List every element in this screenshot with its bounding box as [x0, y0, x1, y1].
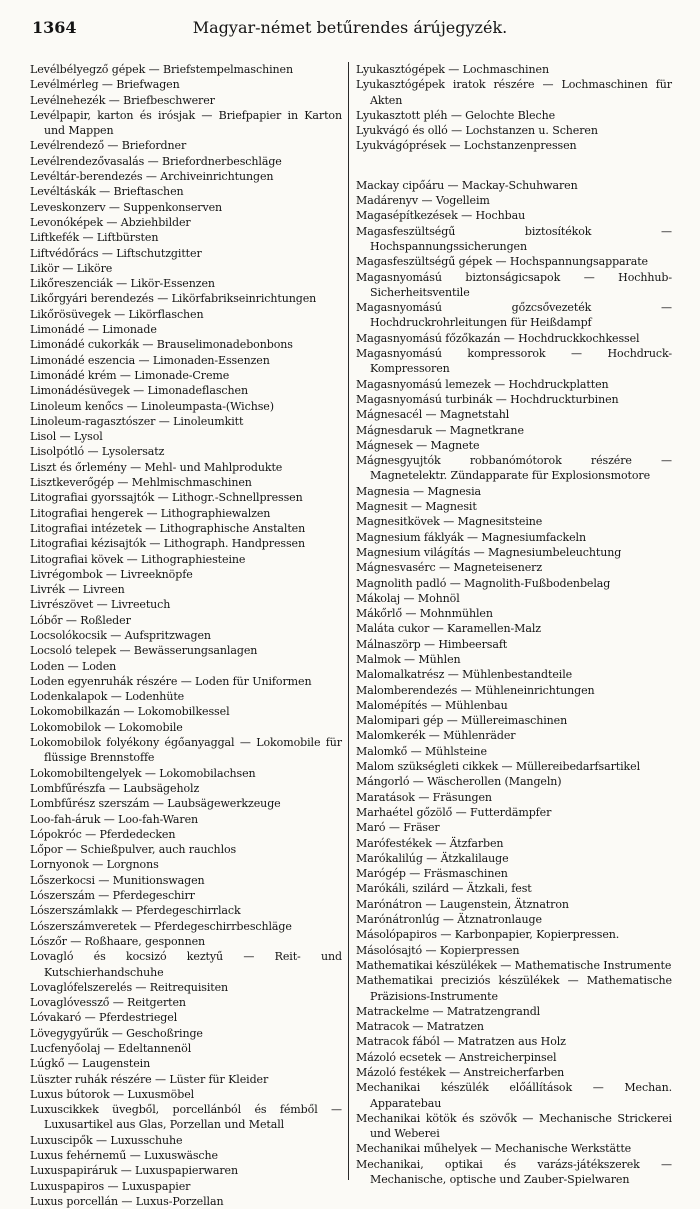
index-entry: Mágnesgyujtók robbanómótorok részére — Magnetelektr. Zündapparate für Explosionsmotore — [356, 454, 672, 483]
index-entry: Lószerszámveretek — Pferdegeschirrbeschläge — [30, 919, 292, 933]
page-number: 1364 — [32, 18, 77, 37]
index-entry: Lovaglóvessző — Reitgerten — [30, 996, 186, 1010]
index-entry: Magnolith padló — Magnolith-Fußbodenbelag — [356, 576, 611, 590]
index-entry: Lisztkeverőgép — Mehlmischmaschinen — [30, 476, 252, 490]
index-entry: Mágnesacél — Magnetstahl — [356, 408, 510, 422]
index-entry: Maró — Fräser — [356, 821, 440, 835]
index-entry: Limonádésüvegek — Limonadeflaschen — [30, 384, 248, 398]
index-entry: Livrégombok — Livreeknöpfe — [30, 567, 193, 581]
index-entry: Luxuscikkek üvegből, porcellánból és fémből — Luxusartikel aus Glas, Porzellan und Metall — [30, 1103, 342, 1132]
index-entry: Mákőrlő — Mohnmühlen — [356, 607, 493, 621]
index-entry: Malom szükségleti cikkek — Müllereibedarfsartikel — [356, 760, 640, 774]
index-entry: Lokomobiltengelyek — Lokomobilachsen — [30, 766, 256, 780]
index-entry: Mechanikai készülék előállítások — Mechan. Apparatebau — [356, 1081, 672, 1110]
index-entry: Luxus bútorok — Luxusmöbel — [30, 1087, 195, 1101]
index-entry: Malomkerék — Mühlenräder — [356, 729, 516, 743]
index-entry: Magnesium világítás — Magnesiumbeleuchtung — [356, 545, 622, 559]
index-entry: Livrészövet — Livreetuch — [30, 598, 171, 612]
index-entry: Lombfűrészfa — Laubsägeholz — [30, 781, 200, 795]
index-entry: Magnesia — Magnesia — [356, 484, 481, 498]
index-entry: Magasfeszültségű gépek — Hochspannungsapparate — [356, 255, 648, 269]
index-entry: Litografiai hengerek — Lithographiewalzen — [30, 506, 271, 520]
index-entry: Locsolókocsik — Aufspritzwagen — [30, 628, 211, 642]
index-entry: Magasfeszültségű biztosítékok — Hochspannungssicherungen — [356, 224, 672, 253]
column-divider — [348, 62, 349, 1180]
index-entry: Lyukvágó és olló — Lochstanzen u. Scheren — [356, 124, 598, 138]
index-entry: Lombfűrész szerszám — Laubsägewerkzeuge — [30, 797, 281, 811]
index-entry: Levéltár-berendezés — Archiveinrichtungen — [30, 170, 274, 184]
page-title: Magyar-német betűrendes árújegyzék. — [192, 18, 508, 37]
index-entry: Mathematikai készülékek — Mathematische Instrumente — [356, 958, 672, 972]
index-entry: Lisolpótló — Lysolersatz — [30, 445, 165, 459]
index-entry: Luxuscipők — Luxusschuhe — [30, 1133, 183, 1147]
index-entry: Maratások — Fräsungen — [356, 790, 492, 804]
index-entry: Másolópapiros — Karbonpapier, Kopierpressen. — [356, 928, 620, 942]
index-entry: Luxus fehérnemű — Luxuswäsche — [30, 1149, 218, 1163]
index-entry: Mechanikai, optikai és varázs-játékszerek — Mechanische, optische und Zauber-Spielwaren — [356, 1157, 672, 1187]
index-entry: Malomkő — Mühlsteine — [356, 744, 487, 758]
index-entry: Magasnyomású lemezek — Hochdruckplatten — [356, 377, 609, 391]
left-column — [30, 62, 342, 1209]
index-entry: Magasnyomású biztonságicsapok — Hochhub-Sicherheitsventile — [356, 270, 672, 299]
index-entry: Loden — Loden — [30, 659, 117, 673]
index-entry: Levonóképek — Abziehbilder — [30, 215, 191, 229]
index-entry: Locsoló telepek — Bewässerungsanlagen — [30, 644, 258, 658]
index-entry: Mathematikai preciziós készülékek — Mathematische Präzisions-Instrumente — [356, 974, 672, 1003]
index-entry: Likőrgyári berendezés — Likörfabrikseinrichtungen — [30, 292, 317, 306]
index-entry: Lisol — Lysol — [30, 430, 103, 444]
index-entry: Litografiai gyorssajtók — Lithogr.-Schnellpressen — [30, 491, 303, 505]
index-entry: Loo-fah-áruk — Loo-fah-Waren — [30, 812, 199, 826]
index-entry: Livrék — Livreen — [30, 583, 125, 597]
section-gap — [356, 154, 672, 178]
index-entry: Malomipari gép — Müllereimaschinen — [356, 714, 568, 728]
index-entry: Marhaétel gőzölő — Futterdämpfer — [356, 805, 552, 819]
index-entry: Mágnesdaruk — Magnetkrane — [356, 423, 524, 437]
index-entry: Málnaszörp — Himbeersaft — [356, 637, 508, 651]
index-entry: Matrackelme — Matratzengrandl — [356, 1004, 541, 1018]
index-entry: Lószőr — Roßhaare, gesponnen — [30, 934, 206, 948]
right-column — [356, 62, 672, 1187]
index-entry: Likőreszenciák — Likör-Essenzen — [30, 277, 215, 291]
index-entry: Lyukvágóprések — Lochstanzenpressen — [356, 139, 577, 153]
index-entry: Limonádé eszencia — Limonaden-Essenzen — [30, 353, 270, 367]
index-entry: Liszt és őrlemény — Mehl- und Mahlprodukte — [30, 460, 283, 474]
index-entry: Levélrendező — Briefordner — [30, 139, 187, 153]
index-entry: Magasnyomású főzőkazán — Hochdruckkochkessel — [356, 331, 640, 345]
index-entry: Lúgkő — Laugenstein — [30, 1057, 151, 1071]
index-entry: Mákolaj — Mohnöl — [356, 591, 460, 605]
index-entry: Lószerszám — Pferdegeschirr — [30, 889, 195, 903]
index-entry: Litografiai kézisajtók — Lithograph. Handpressen — [30, 537, 305, 551]
index-entry: Marónátronlúg — Ätznatronlauge — [356, 913, 542, 927]
index-entry: Levélbélyegző gépek — Briefstempelmaschinen — [30, 63, 293, 76]
index-entry: Mázoló ecsetek — Anstreicherpinsel — [356, 1050, 557, 1064]
index-entry: Levélmérleg — Briefwagen — [30, 78, 180, 92]
index-entry: Lóvakaró — Pferdestriegel — [30, 1011, 178, 1025]
index-entry: Luxuspapiros — Luxuspapier — [30, 1179, 191, 1193]
index-entry: Magasnyomású turbinák — Hochdruckturbinen — [356, 392, 619, 406]
index-entry: Lokomobilok folyékony égőanyaggal — Lokomobile für flüssige Brennstoffe — [30, 736, 342, 765]
index-entry: Lőpor — Schießpulver, auch rauchlos — [30, 843, 237, 857]
index-entry: Lornyonok — Lorgnons — [30, 858, 159, 872]
index-entry: Luxuspapiráruk — Luxuspapierwaren — [30, 1164, 238, 1178]
index-entry: Lodenkalapok — Lodenhüte — [30, 690, 185, 704]
index-entry: Lószerszámlakk — Pferdegeschirrlack — [30, 904, 241, 918]
index-entry: Lyukasztógépek iratok részére — Lochmaschinen für Akten — [356, 78, 672, 107]
index-entry: Marókáli, szilárd — Ätzkali, fest — [356, 882, 532, 896]
index-entry: Magnesitkövek — Magnesitsteine — [356, 515, 543, 529]
index-entry: Marókalilúg — Ätzkalilauge — [356, 851, 509, 865]
index-entry: Mágnesvasérc — Magneteisenerz — [356, 561, 543, 575]
index-entry: Lövegygyűrűk — Geschoßringe — [30, 1026, 203, 1040]
index-entry: Marógép — Fräsmaschinen — [356, 867, 508, 881]
index-entry: Lovagló és kocsizó keztyű — Reit- und Kutschierhandschuhe — [30, 950, 342, 979]
index-entry: Magasépítkezések — Hochbau — [356, 209, 526, 223]
index-entry: Likőrösüvegek — Likörflaschen — [30, 307, 204, 321]
index-entry: Matracok fából — Matratzen aus Holz — [356, 1035, 566, 1049]
index-entry: Magasnyomású gőzcsővezeték — Hochdruckrohrleitungen für Heißdampf — [356, 301, 672, 330]
index-entry: Mágnesek — Magnete — [356, 438, 480, 452]
index-entry: Lokomobilkazán — Lokomobilkessel — [30, 705, 230, 719]
index-entry: Levélrendezővasalás — Briefordnerbeschläge — [30, 154, 282, 168]
index-entry: Levélnehezék — Briefbeschwerer — [30, 93, 215, 107]
index-entry: Limonádé — Limonade — [30, 323, 157, 337]
index-entry: Matracok — Matratzen — [356, 1020, 484, 1034]
index-entry: Litografiai intézetek — Lithographische Anstalten — [30, 521, 306, 535]
index-entry: Marónátron — Laugenstein, Ätznatron — [356, 897, 569, 911]
index-entry: Limonádé krém — Limonade-Creme — [30, 368, 230, 382]
index-entry: Litografiai kövek — Lithographiesteine — [30, 552, 246, 566]
index-entry: Lovaglófelszerelés — Reitrequisiten — [30, 980, 229, 994]
index-entry: Linoleum kenőcs — Linoleumpasta-(Wichse) — [30, 399, 274, 413]
index-entry: Lucfenyőolaj — Edeltannenöl — [30, 1042, 192, 1055]
index-entry: Malomépítés — Mühlenbau — [356, 698, 508, 712]
index-entry: Limonádé cukorkák — Brauselimonadebonbons — [30, 338, 293, 352]
index-entry: Marófestékek — Ätzfarben — [356, 836, 504, 850]
index-entry: Lyukasztott pléh — Gelochte Bleche — [356, 108, 556, 122]
index-entry: Levélpapir, karton és irósjak — Briefpapier in Karton und Mappen — [30, 108, 342, 138]
index-entry: Levéltáskák — Brieftaschen — [30, 185, 184, 199]
index-entry: Mackay cipőáru — Mackay-Schuhwaren — [356, 178, 578, 192]
index-entry: Mázoló festékek — Anstreicherfarben — [356, 1066, 565, 1079]
index-entry: Maláta cukor — Karamellen-Malz — [356, 622, 541, 636]
index-entry: Linoleum-ragasztószer — Linoleumkitt — [30, 414, 244, 428]
index-entry: Likör — Liköre — [30, 261, 113, 275]
index-entry: Loden egyenruhák részére — Loden für Uniformen — [30, 674, 312, 688]
index-entry: Malomalkatrész — Mühlenbestandteile — [356, 668, 573, 682]
index-entry: Mechanikai műhelyek — Mechanische Werkstätte — [356, 1142, 632, 1156]
index-entry: Magasnyomású kompressorok — Hochdruck-Kompressoren — [356, 347, 672, 376]
index-entry: Lokomobilok — Lokomobile — [30, 720, 183, 734]
index-entry: Lőszerkocsi — Munitionswagen — [30, 873, 205, 887]
index-entry: Lópokróc — Pferdedecken — [30, 827, 176, 841]
page-header — [24, 14, 676, 40]
index-entry: Mángorló — Wäscherollen (Mangeln) — [356, 775, 562, 789]
index-entry: Lóbőr — Roßleder — [30, 613, 131, 627]
index-entry: Liftvédőrács — Liftschutzgitter — [30, 246, 202, 260]
index-entry: Magnesium fáklyák — Magnesiumfackeln — [356, 530, 586, 544]
index-entry: Liftkefék — Liftbürsten — [30, 231, 159, 245]
index-entry: Leveskonzerv — Suppenkonserven — [30, 200, 223, 214]
index-entry: Madárenyv — Vogelleim — [356, 194, 490, 208]
index-entry: Malmok — Mühlen — [356, 652, 461, 666]
index-entry: Lüszter ruhák részére — Lüster für Kleider — [30, 1072, 269, 1086]
index-entry: Másolósajtó — Kopierpressen — [356, 943, 520, 957]
index-entry: Malomberendezés — Mühleneinrichtungen — [356, 683, 595, 697]
index-entry: Magnesit — Magnesit — [356, 500, 477, 514]
index-entry: Luxus porcellán — Luxus-Porzellan — [30, 1194, 224, 1208]
index-entry: Lyukasztógépek — Lochmaschinen — [356, 63, 549, 76]
index-entry: Mechanikai kötök és szövők — Mechanische Strickerei und Weberei — [356, 1111, 672, 1141]
